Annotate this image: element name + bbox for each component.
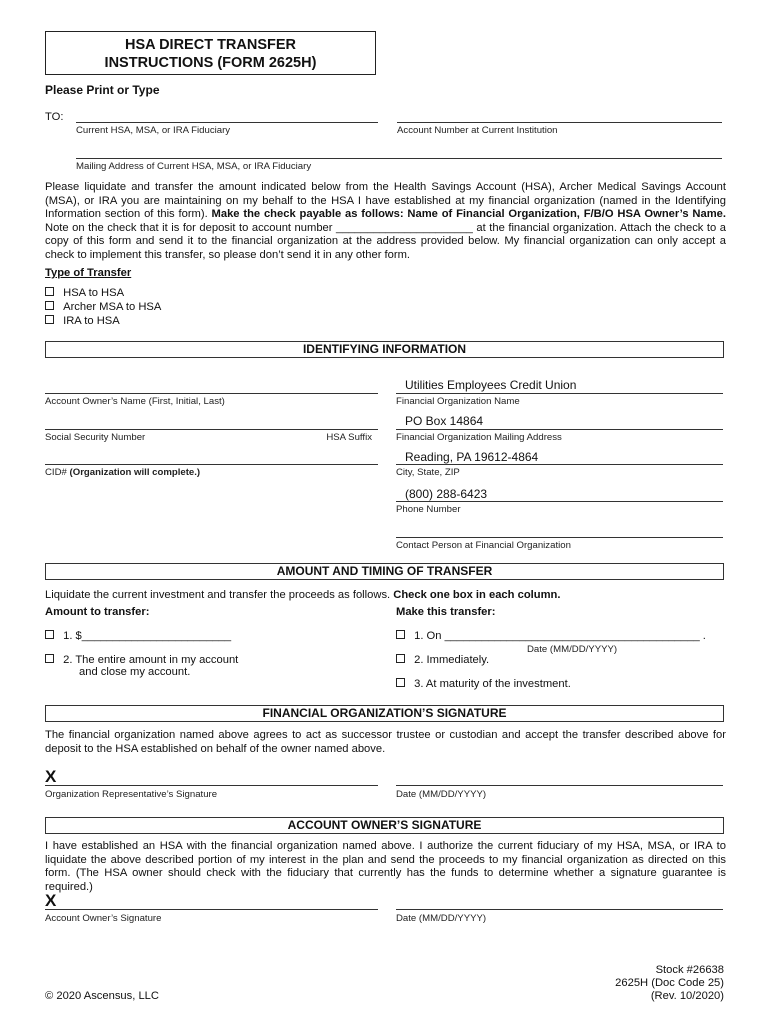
org-rep-signature-label: Organization Representative’s Signature xyxy=(45,789,218,800)
org-city-line[interactable] xyxy=(396,464,723,465)
org-mailing-line[interactable] xyxy=(396,429,723,430)
owner-date-line[interactable] xyxy=(396,909,723,910)
mailing-address-line[interactable] xyxy=(76,158,722,159)
account-number-label: Account Number at Current Institution xyxy=(397,125,558,136)
form-title xyxy=(45,31,376,75)
copyright: © 2020 Ascensus, LLC xyxy=(45,990,159,1002)
amount-option-2[interactable]: 2. The entire amount in my account xyxy=(45,654,238,667)
owner-name-line[interactable] xyxy=(45,393,378,394)
checkbox[interactable] xyxy=(45,654,54,663)
org-phone-label: Phone Number xyxy=(396,504,461,515)
timing-date-label: Date (MM/DD/YYYY) xyxy=(527,644,618,655)
hsa-suffix-label: HSA Suffix xyxy=(326,432,372,443)
checkbox[interactable] xyxy=(45,301,54,310)
org-rep-date-line[interactable] xyxy=(396,785,723,786)
fin-org-signature-header: FINANCIAL ORGANIZATION’S SIGNATURE xyxy=(45,705,724,722)
contact-person-line[interactable] xyxy=(396,537,723,538)
cid-label: CID# (Organization will complete.) xyxy=(45,467,201,478)
transfer-option[interactable]: IRA to HSA xyxy=(45,315,120,328)
owner-signature-label: Account Owner’s Signature xyxy=(45,913,162,924)
org-mailing-value: PO Box 14864 xyxy=(405,414,484,428)
owner-signature-header: ACCOUNT OWNER’S SIGNATURE xyxy=(45,817,724,834)
amount-option-1[interactable]: 1. $________________________ xyxy=(45,630,231,643)
org-city-value: Reading, PA 19612-4864 xyxy=(405,450,539,464)
org-name-value: Utilities Employees Credit Union xyxy=(405,378,577,392)
org-city-label: City, State, ZIP xyxy=(396,467,460,478)
org-rep-date-label: Date (MM/DD/YYYY) xyxy=(396,789,487,800)
revision: (Rev. 10/2020) xyxy=(650,990,724,1002)
signature-x-mark: X xyxy=(45,767,57,786)
stock-number: Stock #26638 xyxy=(655,964,724,976)
cid-line[interactable] xyxy=(45,464,378,465)
owner-signature-line[interactable] xyxy=(45,909,378,910)
timing-option-1[interactable]: 1. On _________________________________________ . xyxy=(396,630,706,643)
fin-org-signature-text: The financial organization named above agrees to act as successor trustee or custodian and accept the transfer described above for deposit to the HSA established on behalf of the owner named above. xyxy=(45,729,726,755)
form-title-line1: HSA DIRECT TRANSFER xyxy=(124,37,297,53)
account-number-line[interactable] xyxy=(397,122,722,123)
timing-col-heading: Make this transfer: xyxy=(396,606,496,618)
org-name-label: Financial Organization Name xyxy=(396,396,520,407)
contact-person-label: Contact Person at Financial Organization xyxy=(396,540,571,551)
fiduciary-line[interactable] xyxy=(76,122,378,123)
owner-name-label: Account Owner’s Name (First, Initial, Last) xyxy=(45,396,225,407)
ssn-line[interactable] xyxy=(45,429,378,430)
type-of-transfer-heading: Type of Transfer xyxy=(45,267,132,279)
checkbox[interactable] xyxy=(396,654,405,663)
amount-col-heading: Amount to transfer: xyxy=(45,606,150,618)
checkbox[interactable] xyxy=(45,630,54,639)
to-label: TO: xyxy=(45,111,64,123)
identifying-info-header: IDENTIFYING INFORMATION xyxy=(45,341,724,358)
signature-x-mark: X xyxy=(45,891,57,910)
checkbox[interactable] xyxy=(45,287,54,296)
timing-option-3[interactable]: 3. At maturity of the investment. xyxy=(396,678,571,691)
amount-option-2-cont: and close my account. xyxy=(79,666,191,678)
org-phone-line[interactable] xyxy=(396,501,723,502)
timing-option-2[interactable]: 2. Immediately. xyxy=(396,654,489,667)
transfer-option[interactable]: Archer MSA to HSA xyxy=(45,301,161,314)
amount-timing-header: AMOUNT AND TIMING OF TRANSFER xyxy=(45,563,724,580)
ssn-label: Social Security Number xyxy=(45,432,146,443)
print-note: Please Print or Type xyxy=(45,83,160,97)
fiduciary-label: Current HSA, MSA, or IRA Fiduciary xyxy=(76,125,231,136)
org-rep-signature-line[interactable] xyxy=(45,785,378,786)
form-title-line2: INSTRUCTIONS (FORM 2625H) xyxy=(104,55,317,71)
mailing-address-label: Mailing Address of Current HSA, MSA, or IRA Fiduciary xyxy=(76,161,312,172)
org-phone-value: (800) 288-6423 xyxy=(405,487,488,501)
owner-date-label: Date (MM/DD/YYYY) xyxy=(396,913,487,924)
instructions-paragraph: Please liquidate and transfer the amount indicated below from the Health Savings Account (HSA), Archer Medical Savings Account (MSA), or IRA you are maintaining on my behalf to the HSA I have established at my financial organization (named in the Identifying Information section of this form). Make the check payable as follows: Name of Financial Organization, F/B/O HSA Owner’s Name. Note on the check that it is for deposit to account number ______________________ at the financial organization. Attach the check to a copy of this form and send it to the financial organization at the address provided below. My financial organization can only accept a check to implement this transfer, so please don’t send it in any other form. xyxy=(45,181,726,261)
checkbox[interactable] xyxy=(396,678,405,687)
transfer-option[interactable]: HSA to HSA xyxy=(45,287,124,300)
checkbox[interactable] xyxy=(45,315,54,324)
doc-code: 2625H (Doc Code 25) xyxy=(615,977,724,989)
owner-signature-text: I have established an HSA with the financial organization named above. I authorize the current fiduciary of my HSA, MSA, or IRA to liquidate the above described portion of my interest in the plan and send the proceeds to my financial organization as directed on this form. (The HSA owner should check with the fiduciary that currently has the funds to determine whether a signature guarantee is required.) xyxy=(45,840,726,893)
checkbox[interactable] xyxy=(396,630,405,639)
amount-intro: Liquidate the current investment and transfer the proceeds as follows. Check one box in each column. xyxy=(45,589,561,601)
org-mailing-label: Financial Organization Mailing Address xyxy=(396,432,562,443)
org-name-line[interactable] xyxy=(396,393,723,394)
